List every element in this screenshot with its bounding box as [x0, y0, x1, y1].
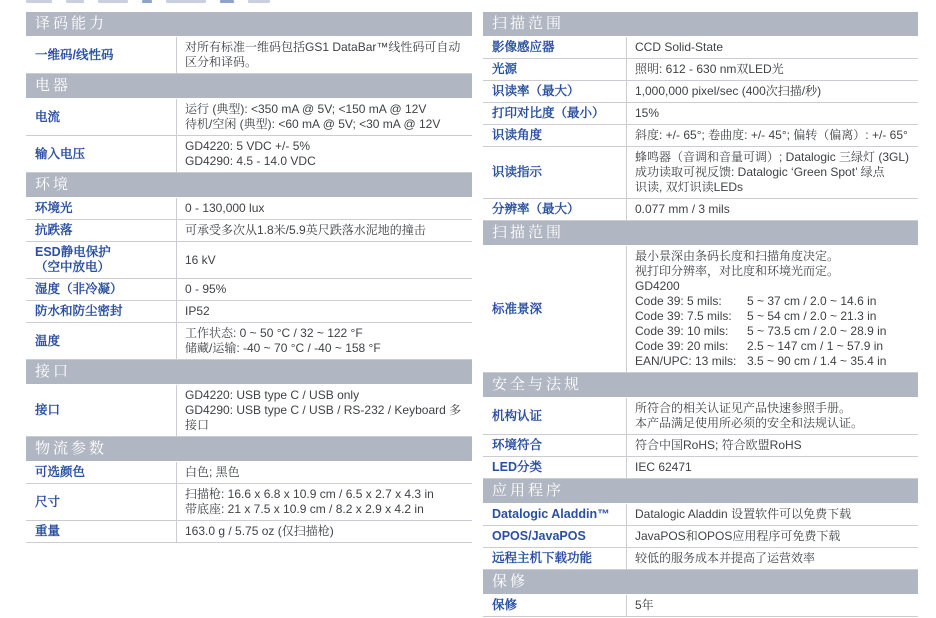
spec-value: [626, 457, 918, 478]
spec-label-line: 标准景深: [492, 301, 543, 316]
spec-value-line: 带底座: 21 x 7.5 x 10.9 cm / 8.2 x 2.9 x 4.2 in: [185, 502, 424, 516]
spec-row: [483, 147, 918, 199]
spec-row: [26, 99, 472, 136]
spec-label-line: 一维码/线性码: [35, 47, 114, 62]
spec-label: [483, 435, 626, 456]
section-header: 扫描范围: [483, 12, 918, 36]
spec-label-line: 尺寸: [35, 494, 61, 509]
spec-row: [26, 323, 472, 360]
spec-value: [176, 99, 472, 135]
spec-value-line: 接口: [185, 418, 210, 432]
spec-value: [626, 199, 918, 220]
depth-of-field-line: [635, 339, 912, 354]
spec-label: [483, 504, 626, 525]
spec-label-line: 可选颜色: [35, 465, 86, 479]
spec-row: [483, 199, 918, 221]
depth-of-field-line: [635, 354, 912, 369]
spec-value-line: 待机/空闲 (典型): <60 mA @ 5V; <30 mA @ 12V: [185, 117, 441, 131]
spec-label-line: 识读角度: [492, 128, 543, 142]
spec-label-line: LED分类: [492, 460, 543, 474]
spec-label-line: 保修: [492, 598, 518, 612]
depth-range: 5 ~ 73.5 cm / 2.0 ~ 28.9 in: [747, 324, 887, 338]
spec-value: [176, 198, 472, 219]
spec-label: [26, 37, 176, 73]
spec-value-line: GD4290: 4.5 - 14.0 VDC: [185, 154, 316, 168]
spec-value-line: 5年: [635, 598, 654, 612]
spec-label-line: 环境符合: [492, 438, 543, 452]
spec-column-left: [26, 12, 472, 543]
spec-row: [26, 462, 472, 484]
spec-value-line: 16 kV: [185, 252, 216, 267]
spec-label-line: 机构认证: [492, 408, 543, 423]
spec-row: [26, 385, 472, 437]
spec-label-line: 识读率（最大）: [492, 84, 580, 98]
depth-range: 3.5 ~ 90 cm / 1.4 ~ 35.4 in: [747, 354, 887, 368]
spec-label: [483, 103, 626, 124]
spec-value: [176, 521, 472, 542]
spec-label-line: 打印对比度（最小）: [492, 106, 605, 120]
depth-of-field-line: [635, 309, 912, 324]
spec-value-line: 最小景深由条码长度和扫描角度决定。: [635, 249, 840, 263]
section-header: 环境: [26, 173, 472, 197]
depth-code: EAN/UPC: 13 mils:: [635, 354, 737, 368]
spec-value-line: GD4220: USB type C / USB only: [185, 388, 360, 402]
spec-label-line: ESD静电保护: [35, 245, 111, 259]
spec-value-line: 识读, 双灯识读LEDs: [635, 180, 744, 194]
spec-value-line: 0 - 130,000 lux: [185, 201, 265, 215]
spec-row: [26, 279, 472, 301]
spec-value: [626, 103, 918, 124]
spec-value: [626, 548, 918, 569]
spec-label-line: 接口: [35, 403, 61, 417]
spec-label-line: 光源: [492, 62, 518, 76]
spec-value: [626, 595, 918, 616]
spec-value: [176, 385, 472, 436]
spec-label-line: 防水和防尘密封: [35, 304, 123, 318]
spec-value-line: 扫描枪: 16.6 x 6.8 x 10.9 cm / 6.5 x 2.7 x 4.3 in: [185, 487, 434, 501]
spec-value: [626, 125, 918, 146]
spec-row: [483, 457, 918, 479]
spec-value-line: 较低的服务成本并提高了运营效率: [635, 551, 816, 565]
spec-row: [26, 242, 472, 279]
spec-label-line: Datalogic Aladdin™: [492, 507, 610, 521]
spec-value-line: 运行 (典型): <350 mA @ 5V; <150 mA @ 12V: [185, 102, 427, 116]
spec-row: [483, 435, 918, 457]
spec-label: [26, 279, 176, 300]
depth-range: 5 ~ 37 cm / 2.0 ~ 14.6 in: [747, 294, 877, 308]
spec-columns: [26, 12, 918, 617]
spec-label: [483, 526, 626, 547]
spec-label: [483, 37, 626, 58]
spec-value-line: 成功读取可视反馈: Datalogic ‘Green Spot’ 绿点: [635, 165, 885, 179]
spec-label: [26, 198, 176, 219]
spec-label: [26, 301, 176, 322]
spec-row: [26, 521, 472, 543]
spec-value: [176, 323, 472, 359]
section-header: 译码能力: [26, 12, 472, 36]
spec-label: [26, 323, 176, 359]
spec-value-line: 1,000,000 pixel/sec (400次扫描/秒): [635, 84, 822, 98]
spec-label-line: 重量: [35, 524, 61, 538]
spec-value: [626, 81, 918, 102]
spec-label-line: 输入电压: [35, 146, 86, 161]
spec-label: [483, 548, 626, 569]
spec-value-line: IP52: [185, 304, 210, 318]
spec-row: [483, 103, 918, 125]
spec-value-line: 所符合的相关认证见产品快速参照手册。: [635, 401, 852, 415]
spec-value-line: 本产品满足使用所必须的安全和法规认证。: [635, 416, 864, 430]
spec-value-line: IEC 62471: [635, 460, 692, 474]
spec-label-line: 分辨率（最大）: [492, 202, 580, 216]
depth-of-field-line: [635, 294, 912, 309]
spec-label: [483, 398, 626, 434]
spec-value-line: GD4220: 5 VDC +/- 5%: [185, 139, 311, 153]
spec-label: [483, 125, 626, 146]
spec-label: [483, 147, 626, 198]
spec-value-line: CCD Solid-State: [635, 40, 724, 54]
spec-label-line: 远程主机下载功能: [492, 551, 593, 565]
spec-value-line: 斜度: +/- 65°; 卷曲度: +/- 45°; 偏转（偏离）: +/- 65°: [635, 128, 908, 142]
spec-value: [176, 37, 472, 73]
spec-value-line: 可承受多次从1.8米/5.9英尺跌落水泥地的撞击: [185, 223, 426, 237]
spec-value-line: 15%: [635, 106, 660, 120]
spec-label-line: 影像感应器: [492, 40, 555, 54]
spec-label: [26, 484, 176, 520]
spec-label: [483, 199, 626, 220]
spec-label-line: （空中放电）: [35, 260, 111, 274]
spec-value-line: 对所有标准一维码包括GS1 DataBar™线性码可自动: [185, 40, 461, 54]
spec-label-line: 环境光: [35, 201, 73, 215]
depth-range: 5 ~ 54 cm / 2.0 ~ 21.3 in: [747, 309, 877, 323]
spec-label: [483, 246, 626, 372]
spec-value: [626, 246, 918, 372]
spec-row: [26, 136, 472, 173]
spec-row: [483, 595, 918, 617]
spec-value-line: 区分和译码。: [185, 55, 258, 69]
spec-value-line: GD4290: USB type C / USB / RS-232 / Keyboard 多: [185, 403, 462, 417]
spec-label-line: 抗跌落: [35, 223, 73, 237]
section-header: 物流参数: [26, 437, 472, 461]
spec-value-line: Datalogic Aladdin 设置软件可以免费下载: [635, 507, 852, 521]
spec-value-line: 0.077 mm / 3 mils: [635, 202, 730, 216]
spec-label: [26, 385, 176, 436]
spec-value: [176, 484, 472, 520]
spec-value: [626, 435, 918, 456]
depth-code: Code 39: 5 mils:: [635, 294, 722, 308]
spec-label-line: 电流: [35, 109, 61, 124]
spec-row: [483, 548, 918, 570]
spec-value: [176, 462, 472, 483]
section-header: 接口: [26, 360, 472, 384]
spec-value: [176, 220, 472, 241]
depth-range: 2.5 ~ 147 cm / 1 ~ 57.9 in: [747, 339, 884, 353]
spec-row: [483, 125, 918, 147]
spec-label-line: 湿度（非冷凝）: [35, 282, 123, 296]
spec-label-line: 识读指示: [492, 165, 543, 179]
spec-row: [26, 220, 472, 242]
spec-row: [483, 398, 918, 435]
spec-value-line: JavaPOS和OPOS应用程序可免费下载: [635, 529, 841, 543]
spec-label: [26, 521, 176, 542]
spec-label: [26, 136, 176, 172]
depth-code: Code 39: 10 mils:: [635, 324, 729, 338]
spec-value-line: 工作状态: 0 ~ 50 °C / 32 ~ 122 °F: [185, 326, 363, 340]
spec-value: [626, 398, 918, 434]
spec-row: [483, 81, 918, 103]
spec-value: [626, 59, 918, 80]
spec-row: [26, 484, 472, 521]
section-header: 保修: [483, 570, 918, 594]
spec-row: [26, 37, 472, 74]
section-header: 扫描范围: [483, 221, 918, 245]
spec-value: [626, 526, 918, 547]
spec-row: [483, 246, 918, 373]
spec-label: [483, 457, 626, 478]
spec-value: [176, 301, 472, 322]
spec-label-line: 温度: [35, 333, 61, 348]
spec-value: [176, 279, 472, 300]
spec-row: [26, 198, 472, 220]
spec-row: [483, 504, 918, 526]
spec-label: [26, 242, 176, 278]
spec-value-line: 储藏/运输: -40 ~ 70 °C / -40 ~ 158 °F: [185, 341, 381, 355]
spec-label: [26, 462, 176, 483]
spec-label-line: OPOS/JavaPOS: [492, 529, 586, 543]
section-header: 安全与法规: [483, 373, 918, 397]
depth-code: Code 39: 7.5 mils:: [635, 309, 732, 323]
spec-value-line: 0 - 95%: [185, 282, 227, 296]
spec-column-right: [483, 12, 918, 617]
spec-row: [483, 37, 918, 59]
spec-row: [26, 301, 472, 323]
spec-value: [176, 136, 472, 172]
spec-value-line: GD4200: [635, 279, 680, 293]
spec-value: [626, 147, 918, 198]
spec-value: [626, 504, 918, 525]
section-header: 电器: [26, 74, 472, 98]
spec-label: [483, 595, 626, 616]
depth-code: Code 39: 20 mils:: [635, 339, 729, 353]
spec-value: [176, 242, 472, 278]
spec-label: [483, 81, 626, 102]
spec-label: [483, 59, 626, 80]
spec-value-line: 163.0 g / 5.75 oz (仅扫描枪): [185, 524, 334, 538]
spec-value-line: 视打印分辨率，对比度和环境光而定。: [635, 264, 840, 278]
spec-row: [483, 526, 918, 548]
spec-label: [26, 99, 176, 135]
depth-of-field-line: [635, 324, 912, 339]
spec-value-line: 符合中国RoHS; 符合欧盟RoHS: [635, 438, 802, 452]
spec-value-line: 蜂鸣器（音调和音量可调）; Datalogic 三绿灯 (3GL): [635, 150, 910, 164]
spec-value: [626, 37, 918, 58]
spec-value-line: 照明: 612 - 630 nm双LED光: [635, 62, 784, 76]
spec-row: [483, 59, 918, 81]
spec-value-line: 白色; 黑色: [185, 465, 240, 479]
clipped-heading-fragment: [26, 0, 446, 4]
section-header: 应用程序: [483, 479, 918, 503]
spec-label: [26, 220, 176, 241]
